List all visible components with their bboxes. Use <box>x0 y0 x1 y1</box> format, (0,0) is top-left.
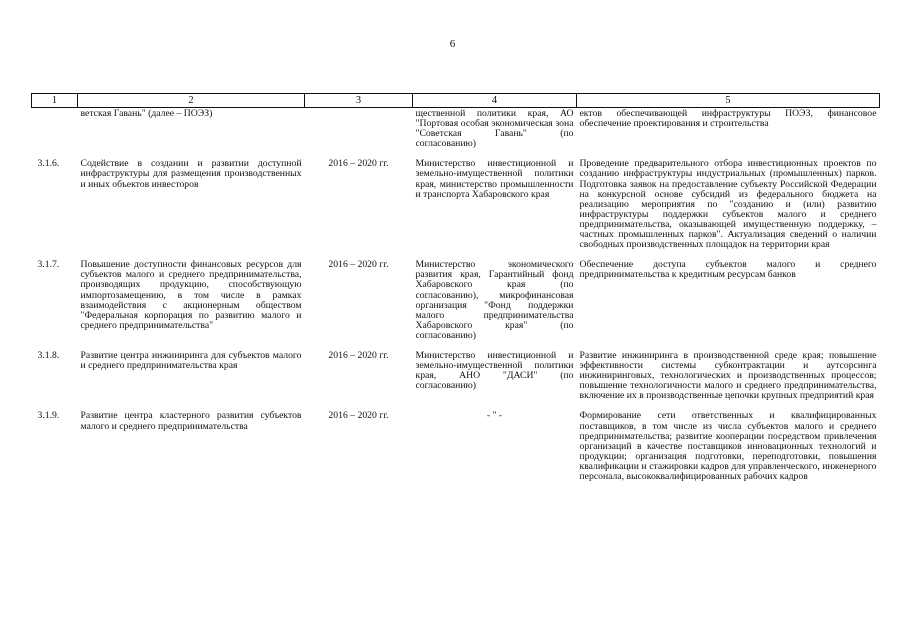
page-number: 6 <box>449 38 456 50</box>
activity-cell: Развитие центра кластерного развития субъектов малого и среднего предпринимательства <box>80 410 302 432</box>
term-cell: 2016 – 2020 гг. <box>328 349 389 361</box>
term-cell: 2016 – 2020 гг. <box>328 410 389 422</box>
row-number <box>32 108 78 150</box>
term-cell: 2016 – 2020 гг. <box>328 158 389 170</box>
measures-table <box>31 93 880 482</box>
row-number: 3.1.6. <box>37 158 60 170</box>
executors-cell: щественной политики края, АО "Портовая особая экономическая зона "Советская Гавань" (по согласованию) <box>415 108 574 150</box>
activity-cell: Развитие центра инжиниринга для субъектов малого и среднего предпринимательства края <box>80 349 302 372</box>
result-cell: ектов обеспечивающей инфраструктуры ПОЭЗ, финансовое обеспечение проектирования и строительства <box>579 108 877 130</box>
header-col-3: 3 <box>305 94 413 108</box>
table-header-row <box>32 94 880 108</box>
table-row <box>32 108 880 150</box>
term-cell <box>305 108 413 150</box>
executors-cell: Министерство экономического развития края, Гарантийный фонд Хабаровского края (по согласованию), микрофинансовая организация "Фонд поддержки малого предпринимательства Хабаровского края" (по согласованию) <box>415 259 574 341</box>
table-row <box>32 341 880 401</box>
table-row <box>32 149 880 250</box>
row-number: 3.1.9. <box>37 410 60 422</box>
result-cell: Обеспечение доступа субъектов малого и среднего предпринимательства к кредитным ресурсам банков <box>579 259 877 281</box>
header-col-1: 1 <box>32 94 78 108</box>
result-cell: Проведение предварительного отбора инвестиционных проектов по созданию инфраструктуры индустриальных (промышленных) парков. Подготовка заявок на предоставление субъекту Российской Федерации на конкурсной основе субсидий из федерального бюджета на реализацию мероприятия по "созданию и (или) развитию инфраструктуры поддержки субъектов малого и среднего предпринимательства, оказывающей имущественную поддержку, – частных промышленных парков". Актуализация сведений о наличии свободных производственных площадок на территории края <box>579 158 877 251</box>
executors-cell: Министерство инвестиционной и земельно-имущественной политики края, министерство промышленности и транспорта Хабаровского края <box>415 158 574 200</box>
table-row <box>32 250 880 341</box>
header-col-5: 5 <box>577 94 880 108</box>
row-number: 3.1.7. <box>37 259 60 271</box>
row-number: 3.1.8. <box>37 349 60 361</box>
table-row <box>32 401 880 482</box>
activity-cell: Повышение доступности финансовых ресурсов для субъектов малого и среднего предпринимательства, производящих продукцию, способствующую импортозамещению, в том числе в рамках взаимодействия с акционерным обществом "Федеральная корпорация по развитию малого и среднего предпринимательства" <box>80 259 302 331</box>
executors-cell: - " - <box>486 410 503 422</box>
header-col-2: 2 <box>78 94 305 108</box>
activity-cell: ветская Гавань" (далее – ПОЭЗ) <box>80 108 213 119</box>
result-cell: Развитие инжиниринга в производственной среде края; повышение эффективности системы субконтрактации и аутсорсинга инжиниринговых, технологических и производственных процессов; повышение технологичности малого и среднего предпринимательства, включение их в производственные цепочки крупных предприятий края <box>579 349 877 402</box>
activity-cell: Содействие в создании и развитии доступной инфраструктуры для размещения производственных и иных объектов инвесторов <box>80 158 302 190</box>
header-col-4: 4 <box>413 94 577 108</box>
result-cell: Формирование сети ответственных и квалифицированных поставщиков, в том числе из числа субъектов малого и среднего предпринимательства; развитие кооперации посредством привлечения организаций в качестве поставщиков инновационных технологий и продукции; организация подготовки, переподготовки, повышения квалификации и стажировки кадров для управленческого, инженерного персонала, высококвалифицированных рабочих кадров <box>579 410 877 482</box>
term-cell: 2016 – 2020 гг. <box>328 259 389 271</box>
executors-cell: Министерство инвестиционной и земельно-имущественной политики края, АНО "ДАСИ" (по согласованию) <box>415 349 574 392</box>
